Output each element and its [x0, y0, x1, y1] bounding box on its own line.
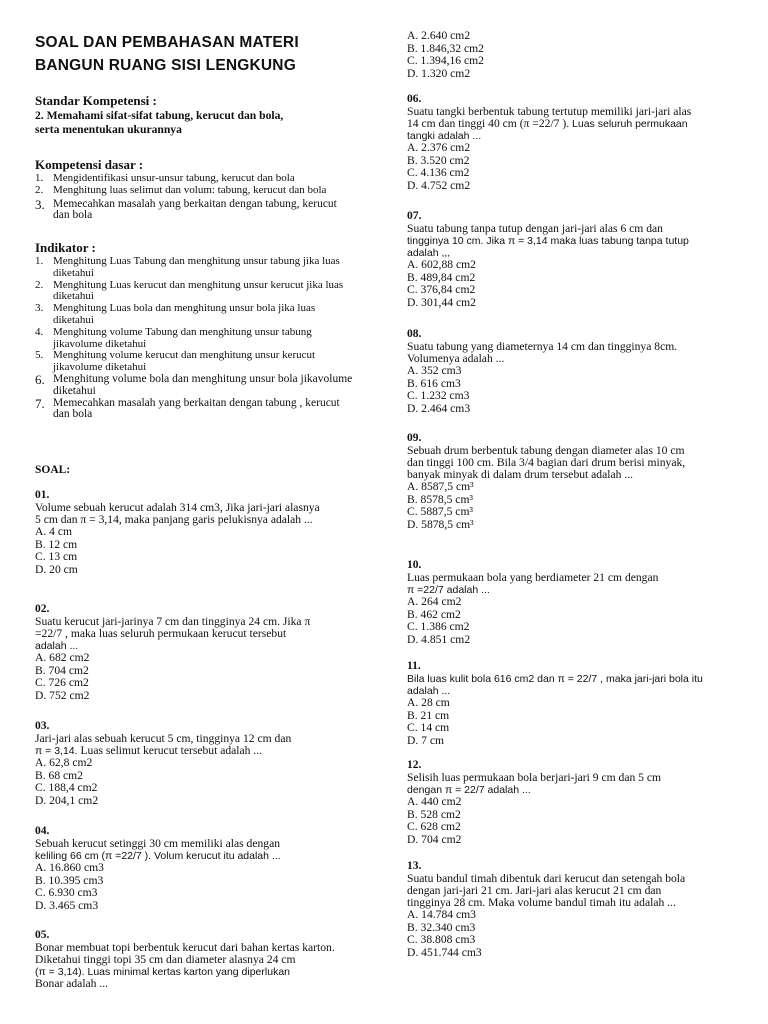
option: D. 451.744 cm3 — [407, 946, 482, 960]
question-04 — [35, 825, 365, 913]
option: B. 8578,5 cm³ — [407, 492, 473, 506]
question-text: Jari-jari alas sebuah kerucut 5 cm, tingginya 12 cm dan — [35, 732, 292, 745]
kd-heading: Kompetensi dasar : — [35, 157, 144, 172]
option: C. 13 cm — [35, 550, 78, 564]
option: C. 4.136 cm2 — [407, 166, 470, 180]
question-text: Selisih luas permukaan bola berjari-jari 9 cm dan 5 cm — [407, 771, 662, 784]
option: A. 2.640 cm2 — [407, 29, 471, 42]
question-text-pi: π = 3,14. — [35, 745, 78, 757]
option: C. 726 cm2 — [35, 676, 89, 690]
question-number: 07. — [407, 210, 422, 222]
option: A. 16.860 cm3 — [35, 861, 104, 874]
option: A. 28 cm — [407, 696, 450, 709]
option: C. 376,84 cm2 — [407, 283, 476, 297]
list-item: 3. Menghitung Luas bola dan menghitung unsur bola jika luas diketahui — [35, 302, 316, 326]
option: D. 204,1 cm2 — [35, 794, 99, 808]
question-text-cont: tingginya 10 cm. Jika π = 3,14 maka luas tabung tanpa tutup adalah ,,, — [407, 235, 689, 259]
option: A. 2.376 cm2 — [407, 141, 471, 154]
option: D. 7 cm — [407, 734, 445, 748]
list-item: 1. Mengidentifikasi unsur-unsur tabung, kerucut dan bola — [35, 172, 295, 184]
option: A. 440 cm2 — [407, 795, 462, 808]
option: A. 602,88 cm2 — [407, 258, 476, 271]
option: A. 264 cm2 — [407, 595, 462, 608]
question-text: Suatu tangki berbentuk tabung tertutup memiliki jari-jari alas 14 cm dan tinggi 40 cm (π =22/7 ). — [407, 105, 692, 130]
question-09 — [407, 432, 707, 532]
option: C. 5887,5 cm³ — [407, 505, 473, 519]
question-number: 02. — [35, 603, 50, 615]
question-10 — [407, 559, 707, 647]
option: B. 3.520 cm2 — [407, 153, 470, 167]
list-item: 2. Menghitung Luas kerucut dan menghitung unsur kerucut jika luas diketahui — [35, 278, 344, 303]
question-02 — [35, 603, 365, 703]
question-text: Volume sebuah kerucut adalah 314 cm3, Jika jari-jari alasnya 5 cm dan π = 3,14, maka panjang garis pelukisnya adalah ... — [35, 501, 320, 526]
question-03 — [35, 720, 365, 808]
question-number: 11. — [407, 660, 421, 672]
question-text-cont: Luas selimut kerucut tersebut adalah ... — [77, 744, 263, 757]
option: B. 21 cm — [407, 708, 450, 722]
sk-heading: Standar Kompetensi : — [35, 93, 157, 108]
question-number: 01. — [35, 489, 50, 501]
question-13 — [407, 860, 707, 960]
question-text: Suatu tabung yang diameternya 14 cm dan tingginya 8cm. Volumenya adalah ... — [407, 340, 678, 365]
option: D. 1.320 cm2 — [407, 67, 471, 81]
list-item: 2. Menghitung luas selimut dan volum: tabung, kerucut dan bola — [35, 183, 327, 196]
question-number: 03. — [35, 720, 50, 732]
option: D. 3.465 cm3 — [35, 899, 99, 913]
document-title — [35, 31, 365, 77]
option: A. 62,8 cm2 — [35, 756, 93, 769]
option: C. 1.386 cm2 — [407, 620, 470, 634]
option: D. 4.752 cm2 — [407, 179, 471, 193]
option: A. 4 cm — [35, 525, 73, 538]
option: D. 704 cm2 — [407, 833, 462, 847]
question-05-options — [407, 30, 707, 81]
option: C. 188,4 cm2 — [35, 781, 98, 795]
kd-list — [35, 173, 347, 222]
option: A. 352 cm3 — [407, 364, 462, 377]
option: B. 1.846,32 cm2 — [407, 41, 484, 55]
list-item: 7. Memecahkan masalah yang berkaitan dengan tabung , kerucut dan bola — [35, 395, 340, 421]
question-08 — [407, 328, 707, 416]
option: C. 628 cm2 — [407, 820, 461, 834]
question-text: Suatu bandul timah dibentuk dari kerucut dan setengah bola dengan jari-jari 21 cm. Jari-jari alas kerucut 21 cm dan tingginya 28 cm. Maka volume bandul timah itu adalah ... — [407, 872, 686, 909]
option: C. 6.930 cm3 — [35, 886, 98, 900]
option: B. 68 cm2 — [35, 768, 83, 782]
question-01 — [35, 489, 365, 577]
question-text: Suatu tabung tanpa tutup dengan jari-jari alas 6 cm dan — [407, 222, 663, 235]
question-text-cont: adalah ... — [35, 640, 79, 652]
question-number: 12. — [407, 759, 422, 771]
option: A. 682 cm2 — [35, 651, 90, 664]
question-number: 06. — [407, 93, 422, 105]
indikator-heading: Indikator : — [35, 240, 96, 255]
standar-kompetensi — [35, 94, 365, 137]
list-item: 4. Menghitung volume Tabung dan menghitung unsur tabung jikavolume diketahui — [35, 325, 312, 350]
question-text: Sebuah kerucut setinggi 30 cm memiliki alas dengan — [35, 837, 281, 850]
soal-label: SOAL: — [35, 464, 71, 476]
option: B. 528 cm2 — [407, 807, 461, 821]
option: C. 14 cm — [407, 721, 450, 735]
question-text: Suatu kerucut jari-jarinya 7 cm dan tingginya 24 cm. Jika π =22/7 , maka luas seluruh permukaan kerucut tersebut — [35, 615, 311, 640]
option: D. 20 cm — [35, 563, 78, 577]
question-number: 09. — [407, 432, 422, 444]
option: B. 489,84 cm2 — [407, 270, 476, 284]
question-number: 10. — [407, 559, 422, 571]
option: A. 14.784 cm3 — [407, 908, 476, 921]
question-text: Luas permukaan bola yang berdiameter 21 cm dengan — [407, 571, 659, 584]
indikator — [35, 241, 357, 421]
question-text-cont: π =22/7 adalah ... — [407, 584, 490, 596]
indikator-list — [35, 256, 357, 421]
question-06 — [407, 93, 707, 193]
list-item: 5. Menghitung volume kerucut dan menghitung unsur kerucut jikavolume diketahui — [35, 349, 316, 374]
left-column — [35, 0, 365, 990]
option: C. 1.394,16 cm2 — [407, 54, 484, 68]
kompetensi-dasar — [35, 158, 347, 222]
question-07 — [407, 210, 707, 310]
option: D. 5878,5 cm³ — [407, 518, 474, 532]
sk-text-2: serta menentukan ukurannya — [35, 123, 182, 136]
question-text-cont: Luas seluruh permukaan tangki adalah ... — [407, 118, 688, 142]
option: D. 301,44 cm2 — [407, 296, 476, 310]
question-text-end: Bonar adalah ... — [35, 977, 109, 990]
question-text: Sebuah drum berbentuk tabung dengan diameter alas 10 cm dan tinggi 100 cm. Bila 3/4 bagian dari drum berisi minyak, banyak minyak di dalam drum tersebut adalah ... — [407, 444, 686, 481]
question-12 — [407, 759, 707, 847]
question-number: 08. — [407, 328, 422, 340]
option: C. 1.232 cm3 — [407, 389, 470, 403]
question-number: 13. — [407, 860, 422, 872]
question-05 — [35, 929, 365, 990]
question-text-cont: dengan π = 22/7 adalah ... — [407, 784, 531, 796]
question-text-cont: (π = 3,14). Luas minimal kertas karton yang diperlukan — [35, 966, 290, 978]
option: A. 8587,5 cm³ — [407, 480, 474, 493]
question-text: Bonar membuat topi berbentuk kerucut dari bahan kertas karton. Diketahui tinggi topi 35 cm dan diameter alasnya 24 cm — [35, 941, 335, 966]
option: B. 616 cm3 — [407, 376, 461, 390]
title-line-2: BANGUN RUANG SISI LENGKUNG — [35, 57, 296, 74]
list-item: 1. Menghitung Luas Tabung dan menghitung unsur tabung jika luas diketahui — [35, 255, 340, 279]
option: B. 12 cm — [35, 537, 78, 551]
list-item: 6. Menghitung volume bola dan menghitung unsur bola jikavolume diketahui — [35, 371, 353, 397]
option: B. 32.340 cm3 — [407, 920, 476, 934]
option: D. 752 cm2 — [35, 689, 90, 703]
question-text: Bila luas kulit bola 616 cm2 dan π = 22/7 , maka jari-jari bola itu adalah ... — [407, 673, 703, 697]
option: C. 38.808 cm3 — [407, 933, 476, 947]
question-11 — [407, 660, 707, 748]
question-number: 05. — [35, 929, 50, 941]
option: B. 462 cm2 — [407, 607, 461, 621]
list-item: 3. Memecahkan masalah yang berkaitan dengan tabung, kerucut dan bola — [35, 196, 337, 222]
title-line-1: SOAL DAN PEMBAHASAN MATERI — [35, 34, 299, 51]
option: D. 4.851 cm2 — [407, 633, 471, 647]
option: B. 10.395 cm3 — [35, 873, 104, 887]
option: D. 2.464 cm3 — [407, 402, 471, 416]
question-text-cont: keliling 66 cm (π =22/7 ). Volum kerucut itu adalah ... — [35, 850, 281, 862]
option: B. 704 cm2 — [35, 663, 89, 677]
sk-text-1: 2. Memahami sifat-sifat tabung, kerucut dan bola, — [35, 109, 284, 122]
question-number: 04. — [35, 825, 50, 837]
